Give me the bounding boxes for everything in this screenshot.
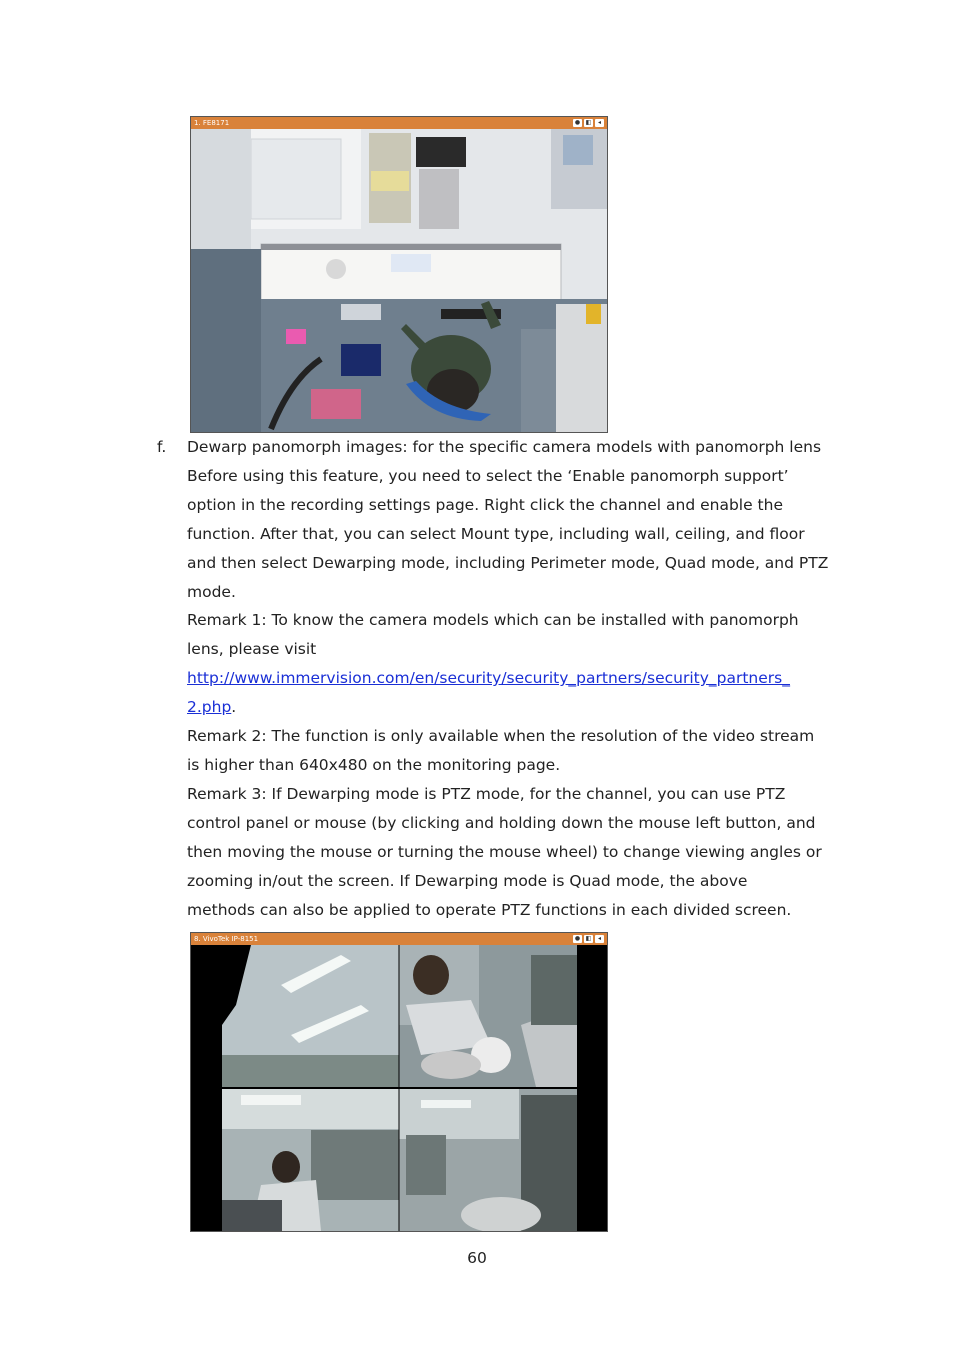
- quad-view-top-right: [399, 945, 577, 1087]
- text-line: Dewarp panomorph images: for the specific camera models with panomorph lens: [187, 438, 822, 456]
- text-line: [187, 693, 847, 722]
- text-line: lens, please visit: [187, 640, 317, 659]
- text-line: control panel or mouse (by clicking and holding down the mouse left button, and: [187, 813, 816, 832]
- quad-view-top-left: [222, 945, 399, 1087]
- section-body: [187, 433, 847, 924]
- text-line: Remark 3: If Dewarping mode is PTZ mode, for the channel, you can use PTZ: [187, 784, 786, 803]
- page-number: 60: [467, 1249, 487, 1267]
- link-text-1[interactable]: http://www.immervision.com/en/security/security_partners/security_partners_: [187, 669, 790, 688]
- text-line: methods can also be applied to operate PTZ functions in each divided screen.: [187, 900, 792, 919]
- text-line: function. After that, you can select Mount type, including wall, ceiling, and floor: [187, 524, 805, 543]
- text-line: zooming in/out the screen. If Dewarping mode is Quad mode, the above: [187, 871, 748, 890]
- record-icon[interactable]: ●: [574, 935, 581, 942]
- camera-video-overhead[interactable]: [191, 129, 607, 432]
- text-line: Before using this feature, you need to select the ‘Enable panomorph support’: [187, 466, 789, 485]
- camera-window-2[interactable]: [190, 932, 608, 1232]
- text-line: Remark 1: To know the camera models which can be installed with panomorph: [187, 611, 799, 630]
- link-text-2[interactable]: 2.php: [187, 698, 232, 717]
- text-line: option in the recording settings page. Right click the channel and enable the: [187, 495, 783, 514]
- camera-titlebar: [191, 933, 607, 945]
- text-line: and then select Dewarping mode, including Perimeter mode, Quad mode, and PTZ: [187, 553, 829, 572]
- text-line: then moving the mouse or turning the mouse wheel) to change viewing angles or: [187, 842, 822, 861]
- text-line: mode.: [187, 582, 236, 601]
- camera-video-quad[interactable]: [191, 945, 607, 1231]
- link-suffix: .: [231, 698, 237, 717]
- camera-title: 1. FE8171: [194, 119, 230, 127]
- text-line: Remark 2: The function is only available when the resolution of the video stream: [187, 727, 815, 746]
- camera-title: 8. VivoTek IP-8151: [194, 935, 259, 943]
- immervision-link[interactable]: [187, 664, 847, 693]
- audio-icon[interactable]: ◂: [595, 119, 604, 127]
- text-line: is higher than 640x480 on the monitoring page.: [187, 755, 561, 774]
- record-icon[interactable]: ●: [574, 119, 581, 126]
- list-marker: f.: [157, 438, 167, 456]
- quad-view-bottom-left: [222, 1089, 399, 1231]
- snapshot-icon[interactable]: ◧: [585, 935, 592, 942]
- camera-window-1[interactable]: [190, 116, 608, 433]
- snapshot-icon[interactable]: ◧: [585, 119, 592, 126]
- audio-icon[interactable]: ◂: [595, 935, 604, 943]
- quad-view-bottom-right: [399, 1089, 577, 1231]
- camera-titlebar: [191, 117, 607, 129]
